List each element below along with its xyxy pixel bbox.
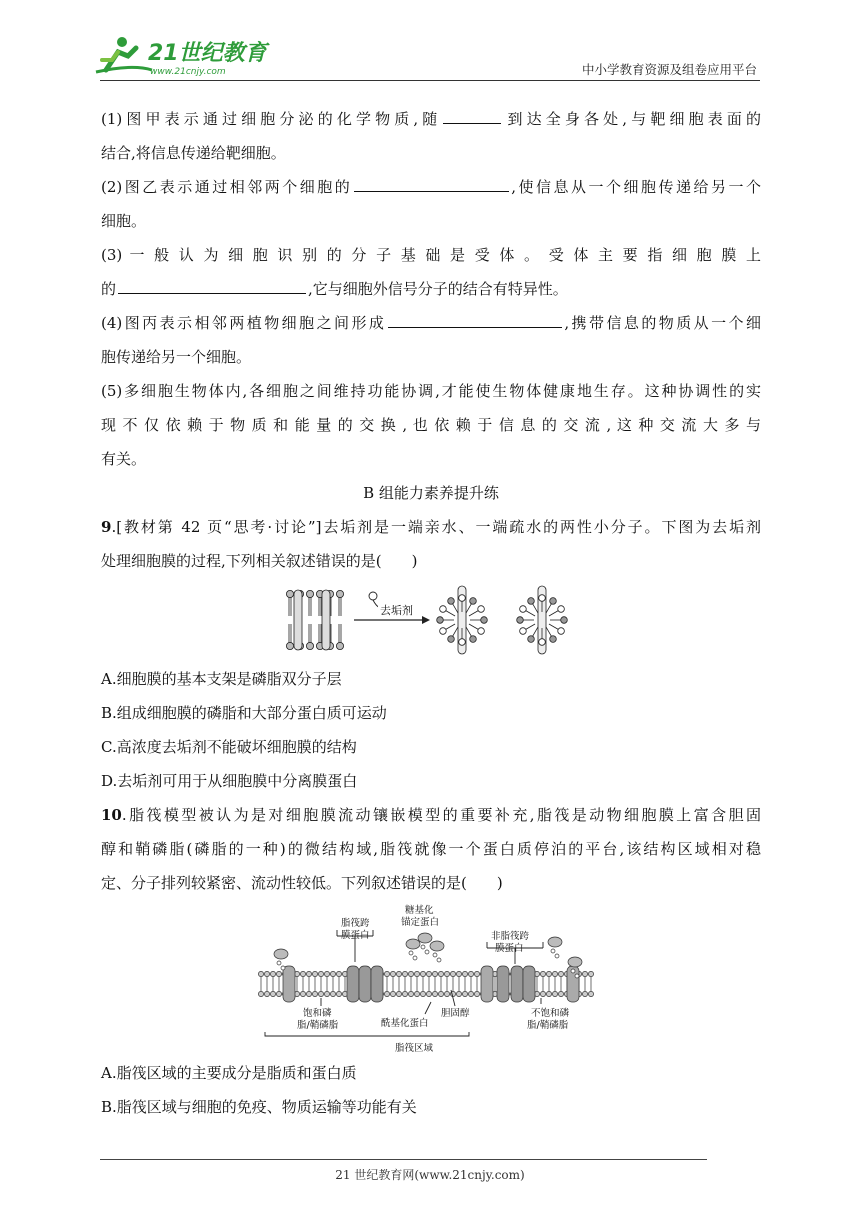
label-cholesterol: 胆固醇 bbox=[441, 1008, 470, 1019]
svg-text:脂/鞘磷脂: 脂/鞘磷脂 bbox=[527, 1020, 569, 1031]
q8-part5-line3: 有关。 bbox=[101, 450, 147, 468]
svg-text:锚定蛋白: 锚定蛋白 bbox=[401, 917, 440, 928]
answer-blank[interactable] bbox=[443, 109, 501, 124]
header-divider bbox=[100, 80, 760, 81]
footer-divider bbox=[100, 1159, 707, 1160]
question-content bbox=[101, 102, 761, 578]
q10-option-b[interactable]: B.脂筏区域与细胞的免疫、物质运输等功能有关 bbox=[101, 1098, 417, 1116]
label-saturated: 饱和磷 bbox=[303, 1008, 332, 1019]
q8-part5: (5)多细胞生物体内,各细胞之间维持功能协调,才能使生物体健康地生存。这种协调性的实 bbox=[101, 382, 761, 400]
q9-stem-cont: 处理细胞膜的过程,下列相关叙述错误的是( ) bbox=[101, 552, 418, 570]
site-logo bbox=[92, 30, 272, 80]
answer-blank[interactable] bbox=[118, 279, 306, 294]
q8-part2: (2)图乙表示通过相邻两个细胞的 ,使信息从一个细胞传递给另一个 bbox=[101, 178, 761, 196]
label-acyl: 酰基化蛋白 bbox=[381, 1018, 429, 1029]
detergent-label: 去垢剂 bbox=[380, 604, 413, 617]
lipid-raft-figure bbox=[255, 902, 600, 1054]
q9-option-c[interactable]: C.高浓度去垢剂不能破坏细胞膜的结构 bbox=[101, 738, 357, 756]
detergent-figure bbox=[280, 582, 580, 658]
q8-part4-cont: 胞传递给另一个细胞。 bbox=[101, 348, 252, 366]
answer-blank[interactable] bbox=[354, 177, 509, 192]
label-unsaturated: 不饱和磷 bbox=[531, 1008, 570, 1019]
logo-text: 21世纪教育 bbox=[148, 41, 267, 66]
logo-url: www.21cnjy.com bbox=[150, 67, 226, 77]
q10-stem: 10.脂筏模型被认为是对细胞膜流动镶嵌模型的重要补充,脂筏是动物细胞膜上富含胆固 醇和鞘磷脂(磷脂的一种)的微结构域,脂筏就像一个蛋白质停泊的平台,该结构区域相对稳 定、分子排列较紧密、流动性较低。下列叙述错误的是( ) bbox=[101, 806, 761, 892]
q10-option-a[interactable]: A.脂筏区域的主要成分是脂质和蛋白质 bbox=[101, 1064, 357, 1082]
q9-stem: 9.[教材第 42 页“思考·讨论”]去垢剂是一端亲水、一端疏水的两性小分子。下图为去垢剂 bbox=[101, 518, 761, 536]
runner-icon bbox=[96, 37, 152, 72]
q9-option-d[interactable]: D.去垢剂可用于从细胞膜中分离膜蛋白 bbox=[101, 772, 358, 790]
svg-text:脂/鞘磷脂: 脂/鞘磷脂 bbox=[297, 1020, 339, 1031]
q8-part1: (1)图甲表示通过细胞分泌的化学物质,随 到达全身各处,与靶细胞表面的 bbox=[101, 110, 761, 128]
q8-part2-cont: 细胞。 bbox=[101, 212, 147, 230]
q8-part4: (4)图丙表示相邻两植物细胞之间形成 ,携带信息的物质从一个细 bbox=[101, 314, 761, 332]
label-glyco: 糖基化 bbox=[405, 905, 434, 916]
q8-part3-cont: 的 ,它与细胞外信号分子的结合有特异性。 bbox=[101, 280, 568, 298]
detergent-arrow bbox=[354, 592, 430, 624]
platform-name: 中小学教育资源及组卷应用平台 bbox=[581, 62, 757, 77]
answer-blank[interactable] bbox=[388, 313, 562, 328]
q8-part5-line2: 现 不 仅 依 赖 于 物 质 和 能 量 的 交 换 , 也 依 赖 于 信 息 的 交 流 , 这 种 交 流 大 多 与 bbox=[101, 416, 761, 434]
label-raft-region: 脂筏区域 bbox=[395, 1043, 434, 1054]
q8-part3: (3) 一 般 认 为 细 胞 识 别 的 分 子 基 础 是 受 体 。 受 体 主 要 指 细 胞 膜 上 bbox=[101, 246, 761, 264]
q9-option-a[interactable]: A.细胞膜的基本支架是磷脂双分子层 bbox=[101, 670, 342, 688]
label-nonraft: 非脂筏跨 bbox=[491, 931, 530, 942]
q8-part1-cont: 结合,将信息传递给靶细胞。 bbox=[101, 144, 286, 162]
label-raft-tm: 脂筏跨 bbox=[341, 918, 370, 929]
svg-text:膜蛋白: 膜蛋白 bbox=[341, 930, 370, 941]
footer-text: 21 世纪教育网(www.21cnjy.com) bbox=[335, 1168, 525, 1182]
svg-text:膜蛋白: 膜蛋白 bbox=[495, 943, 524, 954]
q9-option-b[interactable]: B.组成细胞膜的磷脂和大部分蛋白质可运动 bbox=[101, 704, 387, 722]
section-title: B 组能力素养提升练 bbox=[363, 484, 499, 502]
